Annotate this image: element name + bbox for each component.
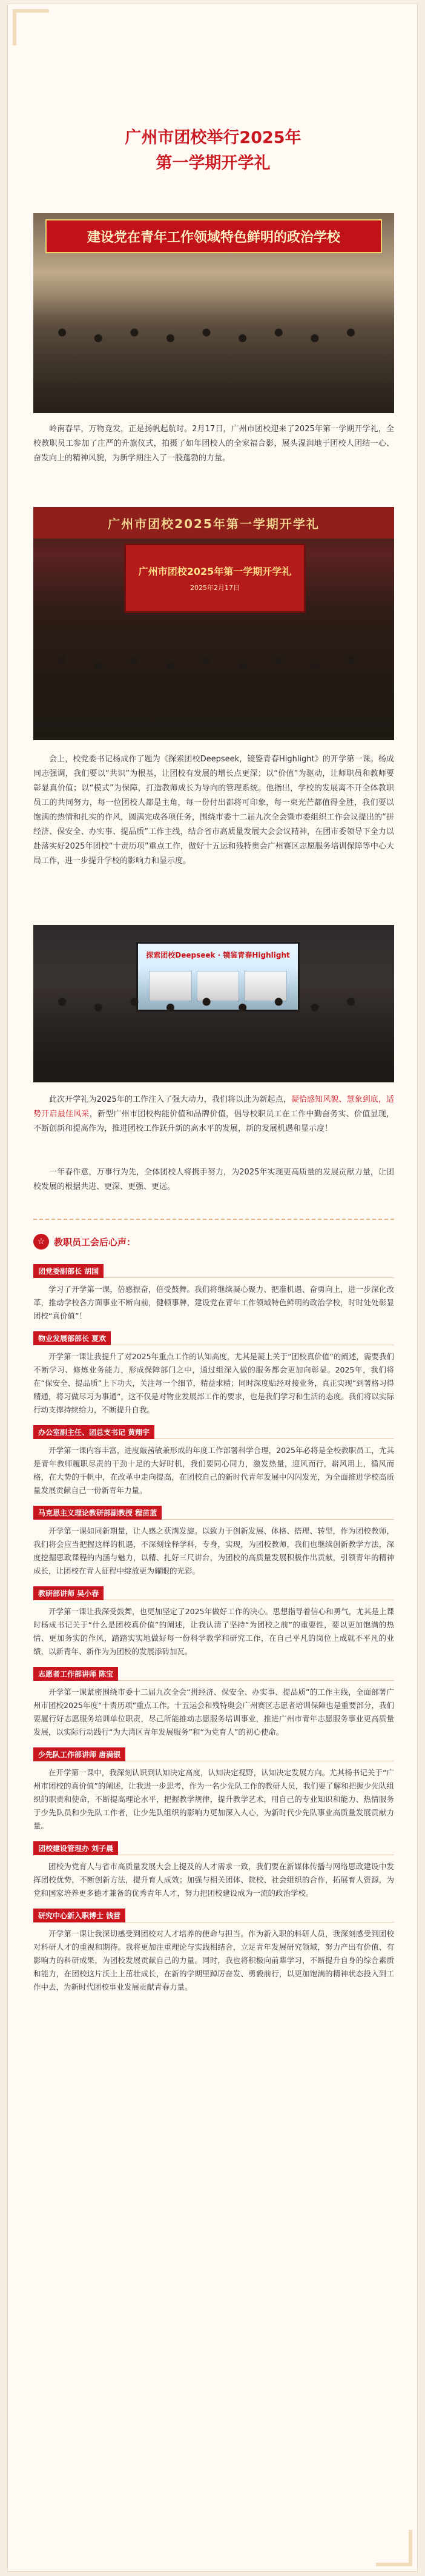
testimonial-item xyxy=(33,1264,394,1323)
speaker-tag: 志愿者工作部讲师 陈宝 xyxy=(33,1667,118,1681)
article-page xyxy=(7,4,418,2572)
testimonial-text: 开学第一课如同新期量，让人感之获满发旋。以致力于创新发展、体格、搭理、转型，作为团校教师，我们将会应当把握这样的机遇，不深刻诠释学科，专身，实现，为团校教师，我们也继续创新教学方法，深度挖掘思政课程的内涵与魅力，以精、扎好三尺讲台，为团校的高质量发展积极作出贡献，引领青年的精神成长，让团校在青人征程中绽放更为耀眼的光彩。 xyxy=(33,1526,394,1575)
auditorium-photo xyxy=(33,507,394,740)
testimonial-list xyxy=(33,1264,394,2002)
section-title: 教职员工会后心声： xyxy=(54,1236,136,1248)
testimonial-item xyxy=(33,1506,394,1578)
decorative-corner xyxy=(376,2530,412,2566)
speaker-tag: 少先队工作部讲师 唐满银 xyxy=(33,1747,125,1761)
speaker-tag: 马克思主义理论教研部副教授 程苗蓝 xyxy=(33,1506,162,1520)
speaker-tag: 团党委副部长 胡国 xyxy=(33,1264,104,1278)
intro-paragraph-3 xyxy=(33,1093,394,1136)
p3-highlight: 凝恰感知风貌、慧象到底，适势开启最佳风采 xyxy=(33,1095,394,1119)
page-title-line1: 广州市团校举行2025年 xyxy=(125,128,301,147)
section-header xyxy=(33,1234,136,1250)
testimonial-text: 开学第一课让我深受鼓舞，也更加坚定了2025年做好工作的决心。思想指导着信心和勇气，尤其是上课时杨成书记关于“什么是团校真价值”的阐述，让我认清了坚持“为团校之前”的重要性，要以更加饱满的热情、更加务实的作风，踏踏实实地做好每一份科学教学和研究工作，在自己平凡的岗位上成就不平凡的业绩，以新青年、新作为为团校的发展添砖加瓦。 xyxy=(33,1607,394,1656)
speaker-tag: 物业发展部部长 夏欢 xyxy=(33,1331,111,1345)
intro-paragraph-2: 会上，校党委书记杨成作了题为《探索团校Deepseek，镜鉴青春Highlight》的开学第一课。杨成同志强调，我们要以“共识”为根基，让团校有发展的增长点更深；以“价值”为驱动，让师职员和教师要彰显真价值；以“模式”为保障，打造教师成长为导向的管理系统。他指出，学校的发展离不开全体教职员工的共同努力，每一位团校人都是主角，每一份付出都将可印象，每一束光芒都值得全胜，我们要以饱满的热情和扎实的作风，圆满完成各项任务，围绕市委十二届九次全会暨市委组织工作会议提出的“拼经济、保安全、办实事、提品质”工作主线，结合省市高质量发展大会会议精神，在团市委领导下全力以赴落实好2025年团校“十责历项”重点工作，做好十五运和残特奥会广州赛区志愿服务培训保障等中心大局工作，进一步提升学校的影响力和显示度。 xyxy=(33,755,394,866)
speaker-tag: 教研部讲师 吴小春 xyxy=(33,1586,104,1600)
crowd-silhouette xyxy=(33,298,394,413)
speaker-tag: 办公室副主任、团总支书记 黄翔宇 xyxy=(33,1425,154,1439)
section-divider xyxy=(33,1219,394,1225)
testimonial-item xyxy=(33,1667,394,1739)
p3-text-before: 此次开学礼为2025年的工作注入了强大动力，我们将以此为新起点， xyxy=(49,1095,291,1104)
article-header xyxy=(8,125,418,176)
testimonial-text: 开学第一课让我提升了对2025年重点工作的认知高度，尤其是凝上关于“团校真价值”的阐述，需要我们不断学习、修炼业务能力，形成保障部门之中，通过组深入做的服务都会更加向彰显。2025年，我们将在“保安全、提品质”上下功夫，关注每一个细节，精益求精；同时深度贴经对接业务，真正实现“到署格习得精通，将习做尽习为事通”，这不仅是对物业发展部工作的要求，也是我们学习和生活的态度。我们将以实际行动支撑持续给力，不断提升自我。 xyxy=(33,1352,394,1414)
lecture-screen-text: 探索团校Deepseek · 镜鉴青春Highlight xyxy=(146,951,290,959)
intro-paragraph-4: 一年春作意，万事行为先，全体团校人将携手努力，为2025年实现更高质量的发展贡献力量，让团校发展的根据共进、更深、更强、更远。 xyxy=(33,1168,394,1191)
speaker-tag: 研究中心新入职博士 钱营 xyxy=(33,1909,125,1922)
projection-screen xyxy=(124,543,306,613)
decorative-corner xyxy=(13,9,49,45)
hall-banner: 广州市团校2025年第一学期开学礼 xyxy=(33,507,394,538)
testimonial-item xyxy=(33,1909,394,1994)
screen-date: 2025年2月17日 xyxy=(190,584,240,592)
testimonial-item xyxy=(33,1586,394,1658)
intro-paragraph-1: 岭南春早，万物竞发，正是扬帆起航时。2月17日，广州市团校迎来了2025年第一学期开学礼，全校教职员工参加了庄严的升旗仪式，拍摄了如年团校人的全家福合影，展头湿润地于团校人团结一心、奋发向上的精神风貌，为新学期注入了一股蓬勃的力量。 xyxy=(33,425,394,463)
testimonial-text: 团校为党育人与省市高质量发展大会上提及的人才需求一致，我们要在新媒体传播与网络思政建设中发挥团校优势，不断创新方法，提升育人成效；加强与相关团体、院校、社会组织的合作，拓展育人资源，为党和国家培养更多德才兼备的优秀青年人才，努力把团校建设成为一流的政治学校。 xyxy=(33,1862,394,1898)
testimonial-text: 开学第一课内容丰富，进度敲茜敏兼形成的年度工作部署科学合理，2025年必将是全校教职员工，尤其是青年教师履职尽责的干劲十足的大好时机，我们要同心同力，激发热量，迎风而行，崭风用上，循风而格，在大势的千帆中，在改革中走向提高，在团校自己的新时代青年发展中闪闪发光，为全面推进学校高质量发展贡献自己一份新青年力量。 xyxy=(33,1446,394,1495)
screen-title: 广州市团校2025年第一学期开学礼 xyxy=(138,566,292,577)
audience-silhouette xyxy=(33,967,394,1082)
testimonial-text: 在开学第一课中，我深刻认识到认知决定高度，认知决定视野，认知决定发展方向。尤其杨书记关于“广州市团校的真价值”的阐述，让我进一步思考，作为一名少先队工作的教研人员，我们要了解和把握少先队组织的职责和使命，不断提高理论水平，把握教学规律，提升教学艺术，用自己的专业知识和能力、热情服务于少先队员和少先队工作者，让少先队组织的影响力更加深入人心，为新时代少先队事业高质量发展贡献力量。 xyxy=(33,1768,394,1830)
star-icon: ☆ xyxy=(33,1234,49,1250)
photo-banner: 建设党在青年工作领域特色鲜明的政治学校 xyxy=(45,219,382,253)
testimonial-item xyxy=(33,1747,394,1833)
audience-silhouette xyxy=(33,625,394,740)
page-title-line2: 第一学期开学礼 xyxy=(156,154,271,173)
testimonial-text: 学习了开学第一课，倍感振奋，倍受鼓舞。我们将继续凝心聚力、把准机遇、奋勇向上，进一步深化改革，推动学校各方面事业不断向前，健顿事牌，建设党在青年工作领域特色鲜明的政治学校，时时处处彰显团校“真价值”！ xyxy=(33,1285,394,1320)
lecture-photo xyxy=(33,925,394,1082)
group-photo xyxy=(33,213,394,413)
speaker-tag: 团校建设管理办 刘子晨 xyxy=(33,1841,118,1855)
testimonial-item xyxy=(33,1425,394,1497)
testimonial-item xyxy=(33,1841,394,1900)
p3-text-after: ，新型广州市团校构能价值和品牌价值，倡导校职员工在工作中勤奋务实、价值显现，不断创新和提高作为，推进团校工作跃升新的高水平的发展，新的发展机遇和显示度！ xyxy=(33,1110,394,1133)
testimonial-text: 开学第一课紧密围绕市委十二届九次全会“拼经济、保安全、办实事、提品质”的工作主线，全面部署广州市团校2025年度“十责历项”重点工作。十五运会和残特奥会广州赛区志愿者培训保障也是重要部分，我们要履行好志愿服务培训单位职责，尽己所能推动志愿服务培训事业，推进广州市青年志愿服务事业更高质量发展，以实际行动践行“为大湾区青年发展服务”和“为党育人”的初心使命。 xyxy=(33,1687,394,1737)
testimonial-item xyxy=(33,1331,394,1417)
testimonial-text: 开学第一课让我深切感受到团校对人才培养的使命与担当。作为新入职的科研人员，我深刻感受到团校对科研人才的重视和期待。我将更加注重理论与实践相结合，立足青年发展研究领域，努力产出有价值、有影响力的科研成果，为团校发展贡献自己的力量。同时，我也将积极向前辈学习，不断提升自身的综合素质和能力，在团校这片沃土上茁壮成长，在新的学期里踔厉奋发、勇毅前行，以更加饱满的精神状态投入到工作中去，为新时代团校事业发展贡献青春力量。 xyxy=(33,1929,394,1992)
